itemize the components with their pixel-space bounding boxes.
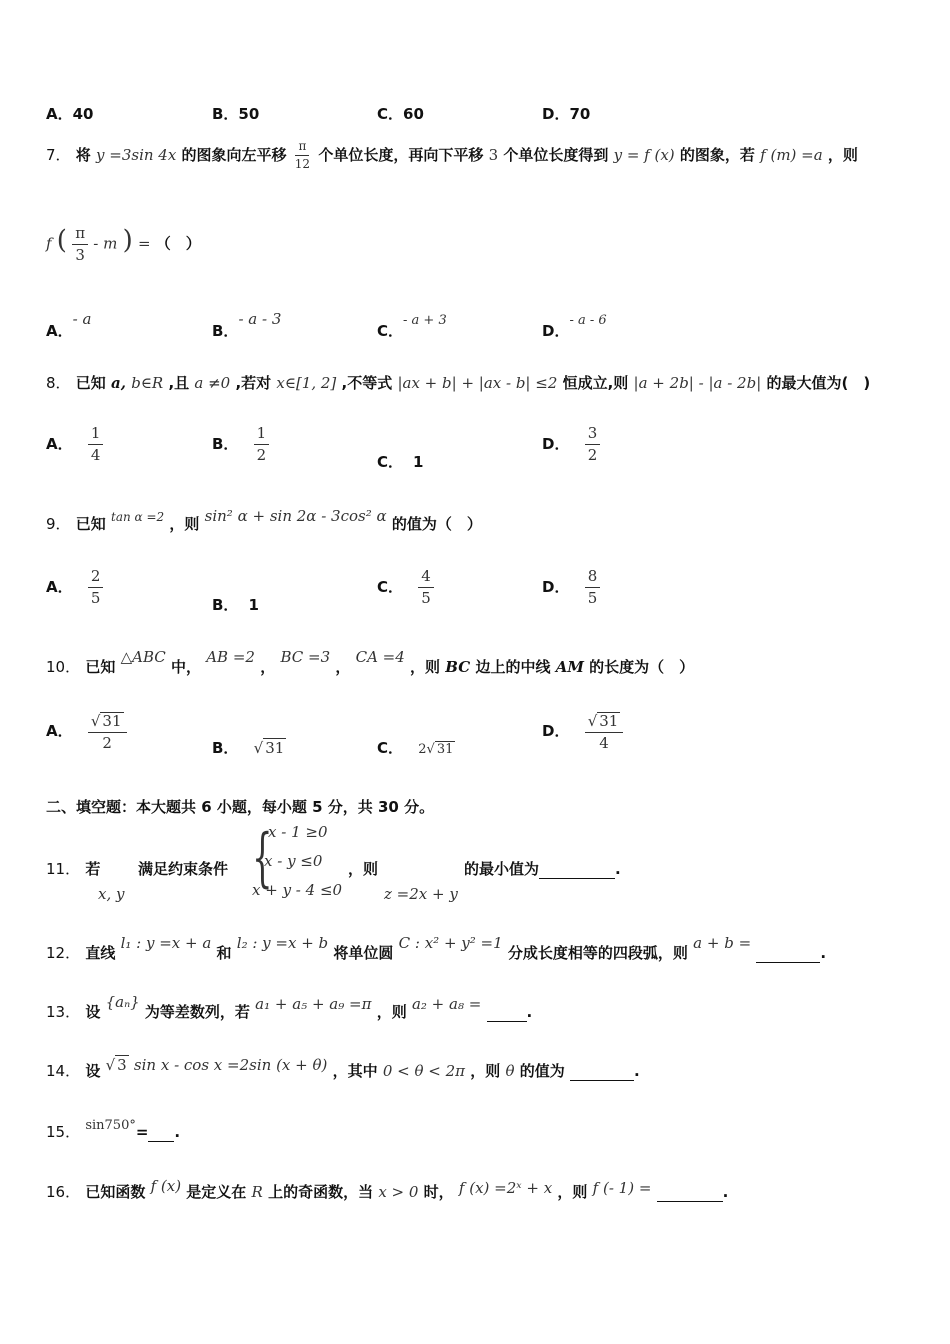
- q6-option-b: B．50: [212, 105, 260, 123]
- q10-formula-4: CA =4: [355, 648, 405, 666]
- q7-formula-2: y = f (x): [613, 146, 675, 165]
- q12-text-3: 将单位圆: [333, 944, 394, 962]
- q8-formula-4: |ax + b| + |ax - b| ≤2: [397, 374, 558, 392]
- q10-formula-3: BC =3: [280, 648, 331, 666]
- q14-text-3: ，则: [470, 1062, 501, 1080]
- section-2-heading: 二、填空题：本大题共 6 小题，每小题 5 分，共 30 分。: [46, 798, 435, 816]
- q16-text-4: 时，: [423, 1183, 454, 1201]
- question-12: 12． 直线 l₁ : y =x + a 和 l₂ : y =x + b 将单位圆 C : x² + y² =1 分成长度相等的四段弧，则 a + b = .: [46, 934, 827, 962]
- q10-option-b: B． √ 31: [212, 739, 285, 757]
- q16-answer-blank[interactable]: [657, 1187, 723, 1202]
- q9-option-d: D． $\frac{8}{5}$: [542, 568, 600, 606]
- q10-text-1: 已知: [85, 658, 116, 676]
- q13-number: 13．: [46, 1003, 81, 1021]
- q12-text-2: 和: [216, 944, 232, 962]
- q14-text-4: 的值为: [519, 1062, 565, 1080]
- question-14: 14． 设 √ 3 sin x - cos x =2sin (x + θ) ，其中 0 < θ < 2π ，则 θ 的值为 .: [46, 1056, 640, 1080]
- q9-formula-1: tan α =2: [111, 510, 165, 524]
- q7-formula-3: f (m) =a: [760, 146, 823, 165]
- q7-text-2: 的图象向左平移: [181, 146, 287, 165]
- q12-formula-1: l₁ : y =x + a: [120, 934, 212, 952]
- q8-number: 8．: [46, 374, 71, 392]
- q9-option-a: A． $\frac{2}{5}$: [46, 568, 103, 606]
- q8-text-2: ,且: [168, 374, 190, 392]
- q10-option-a: A． √ 31 2: [46, 712, 127, 751]
- q8-option-a: A． $\frac{1}{4}$: [46, 425, 103, 463]
- q7-line-2: f ( $\frac{\pi}{3}$ - m ) = （ ）: [46, 224, 201, 264]
- q14-text-1: 设: [85, 1062, 101, 1080]
- q6-option-d: D．70: [542, 105, 591, 123]
- q8-text-6: 的最大值为( ): [766, 374, 871, 392]
- q16-formula-4: f (x) =2ˣ + x: [458, 1179, 553, 1197]
- q11-vars: x, y: [98, 885, 125, 903]
- q16-formula-1: f (x): [150, 1177, 182, 1195]
- q12-formula-4: a + b =: [693, 934, 752, 952]
- q8-text-3: ,若对: [235, 374, 272, 392]
- q7-option-b: B．- a - 3: [212, 310, 282, 340]
- q11-answer-blank[interactable]: [539, 864, 615, 879]
- q11-tail: 的最小值为 .: [464, 860, 621, 878]
- q7-number: 7．: [46, 146, 71, 165]
- q14-formula-2: 0 < θ < 2π: [382, 1062, 466, 1080]
- question-10: [46, 648, 695, 677]
- q15-formula: sin750°: [85, 1118, 136, 1133]
- question-9: [46, 507, 482, 534]
- q6-option-a: A．40: [46, 105, 94, 123]
- q8-option-c: C． 1: [377, 453, 424, 471]
- q11-text-1: 若: [85, 860, 101, 878]
- q12-formula-2: l₂ : y =x + b: [236, 934, 329, 952]
- q13-answer-blank[interactable]: [487, 1007, 527, 1022]
- q16-formula-5: f (- 1) =: [592, 1179, 652, 1197]
- q7-text-6: ，则: [827, 146, 858, 165]
- q7-option-c: C．- a + 3: [377, 313, 447, 340]
- q7-option-d: D．- a - 6: [542, 313, 607, 340]
- q10-text-2: 中，: [170, 658, 201, 676]
- q9-option-c: C． $\frac{4}{5}$: [377, 568, 434, 606]
- q13-formula-2: a₁ + a₅ + a₉ =π: [255, 995, 372, 1013]
- q8-text-4: ,不等式: [341, 374, 393, 392]
- q14-formula-1: sin x - cos x =2sin (x + θ): [133, 1056, 328, 1074]
- question-11: [46, 858, 100, 879]
- q10-number: 10．: [46, 658, 81, 676]
- q10-formula-1: △ABC: [120, 648, 166, 666]
- q11-text-3: ，则: [348, 860, 379, 878]
- q7-l2-fraction: $\frac{\pi}{3}$: [72, 225, 88, 263]
- q16-text-1: 已知函数: [85, 1183, 146, 1201]
- q7-l2-f: f: [46, 234, 52, 253]
- q16-number: 16．: [46, 1183, 81, 1201]
- q14-number: 14．: [46, 1062, 81, 1080]
- q8-formula-1: b∈R: [131, 374, 164, 392]
- q7-option-a: A．- a: [46, 310, 92, 340]
- q9-text-1: 已知: [75, 515, 106, 533]
- question-16: 16． 已知函数 f (x) 是定义在 R 上的奇函数，当 x > 0 时， f (x) =2ˣ + x ，则 f (- 1) = .: [46, 1177, 729, 1201]
- q12-formula-3: C : x² + y² =1: [398, 934, 503, 952]
- q11-constraint-2: x - y ≤0: [264, 852, 323, 870]
- q7-text-1: 将: [75, 146, 91, 165]
- q8-option-d: D． $\frac{3}{2}$: [542, 425, 600, 463]
- q10-bold-bc: BC: [445, 658, 471, 676]
- q10-option-c: C． 2√ 31: [377, 739, 454, 757]
- q16-text-5: ，则: [557, 1183, 588, 1201]
- q14-text-2: ，其中: [332, 1062, 378, 1080]
- q8-option-b: B． $\frac{1}{2}$: [212, 425, 269, 463]
- q16-text-2: 是定义在: [186, 1183, 247, 1201]
- q8-formula-3: x∈[1, 2]: [276, 374, 337, 392]
- q16-text-3: 上的奇函数，当: [268, 1183, 374, 1201]
- q10-text-5: 的长度为（ ）: [589, 658, 695, 676]
- q11-brace: {: [252, 821, 273, 895]
- q15-eq: =: [135, 1123, 149, 1141]
- q11-formula: z =2x + y: [384, 885, 458, 903]
- q11-constraint-1: x - 1 ≥0: [268, 823, 328, 841]
- q8-formula-5: |a + 2b| - |a - 2b|: [633, 374, 762, 392]
- q11-number: 11．: [46, 860, 81, 878]
- q10-bold-am: AM: [555, 658, 584, 676]
- q9-text-3: 的值为（ ）: [391, 515, 482, 533]
- question-8: [46, 372, 870, 393]
- q6-option-c: C．60: [377, 105, 424, 123]
- q12-text-4: 分成长度相等的四段弧，则: [507, 944, 688, 962]
- q14-formula-3: θ: [505, 1062, 515, 1080]
- q13-text-2: 为等差数列，若: [144, 1003, 250, 1021]
- q13-text-3: ，则: [376, 1003, 407, 1021]
- q13-formula-1: {aₙ}: [105, 993, 140, 1011]
- q16-formula-2: R: [251, 1183, 263, 1201]
- q12-answer-blank[interactable]: [756, 948, 820, 963]
- q10-comma-1: ，: [260, 658, 276, 676]
- q10-text-3: ，则: [410, 658, 441, 676]
- q7-text-4: 个单位长度得到: [503, 146, 609, 165]
- q10-text-4: 边上的中线: [475, 658, 551, 676]
- q14-answer-blank[interactable]: [570, 1066, 634, 1081]
- question-13: 13． 设 {aₙ} 为等差数列，若 a₁ + a₅ + a₉ =π ，则 a₂ + a₈ = .: [46, 993, 533, 1021]
- q8-text-1: 已知: [75, 374, 106, 392]
- q14-sqrt: √ 3: [105, 1056, 127, 1074]
- q11-text-2: 满足约束条件: [138, 860, 229, 878]
- q7-formula-1: y =3sin 4x: [96, 146, 177, 165]
- q8-text-5: 恒成立,则: [562, 374, 629, 392]
- q11-constraint-3: x + y - 4 ≤0: [252, 881, 343, 899]
- q8-formula-2: a ≠0: [194, 374, 231, 392]
- q13-formula-3: a₂ + a₈ =: [411, 995, 482, 1013]
- q13-text-1: 设: [85, 1003, 101, 1021]
- q9-number: 9．: [46, 515, 71, 533]
- q7-text-5: 的图象，若: [679, 146, 755, 165]
- q12-text-1: 直线: [85, 944, 116, 962]
- q8-bold-a: a,: [111, 374, 126, 392]
- question-7: [46, 140, 858, 171]
- q9-option-b: B． 1: [212, 596, 259, 614]
- q7-l2-paren: （ ）: [155, 234, 201, 253]
- q15-number: 15．: [46, 1123, 81, 1141]
- q9-text-2: ，则: [169, 515, 200, 533]
- q10-comma-2: ，: [335, 658, 351, 676]
- q7-l2-eq: =: [137, 234, 151, 253]
- q7-text-3: 个单位长度，再向下平移: [318, 146, 484, 165]
- question-15: 15． sin750°= .: [46, 1118, 181, 1141]
- q10-formula-2: AB =2: [206, 648, 255, 666]
- q7-l2-rest: - m: [93, 234, 118, 253]
- q15-answer-blank[interactable]: [148, 1127, 174, 1142]
- q10-option-d: D． √ 31 4: [542, 712, 623, 751]
- q7-number-3: 3: [488, 146, 499, 165]
- q12-number: 12．: [46, 944, 81, 962]
- q9-formula-2: sin² α + sin 2α - 3cos² α: [204, 507, 387, 525]
- q16-formula-3: x > 0: [378, 1183, 419, 1201]
- q7-fraction: $\frac{\pi}{12}$: [294, 139, 311, 172]
